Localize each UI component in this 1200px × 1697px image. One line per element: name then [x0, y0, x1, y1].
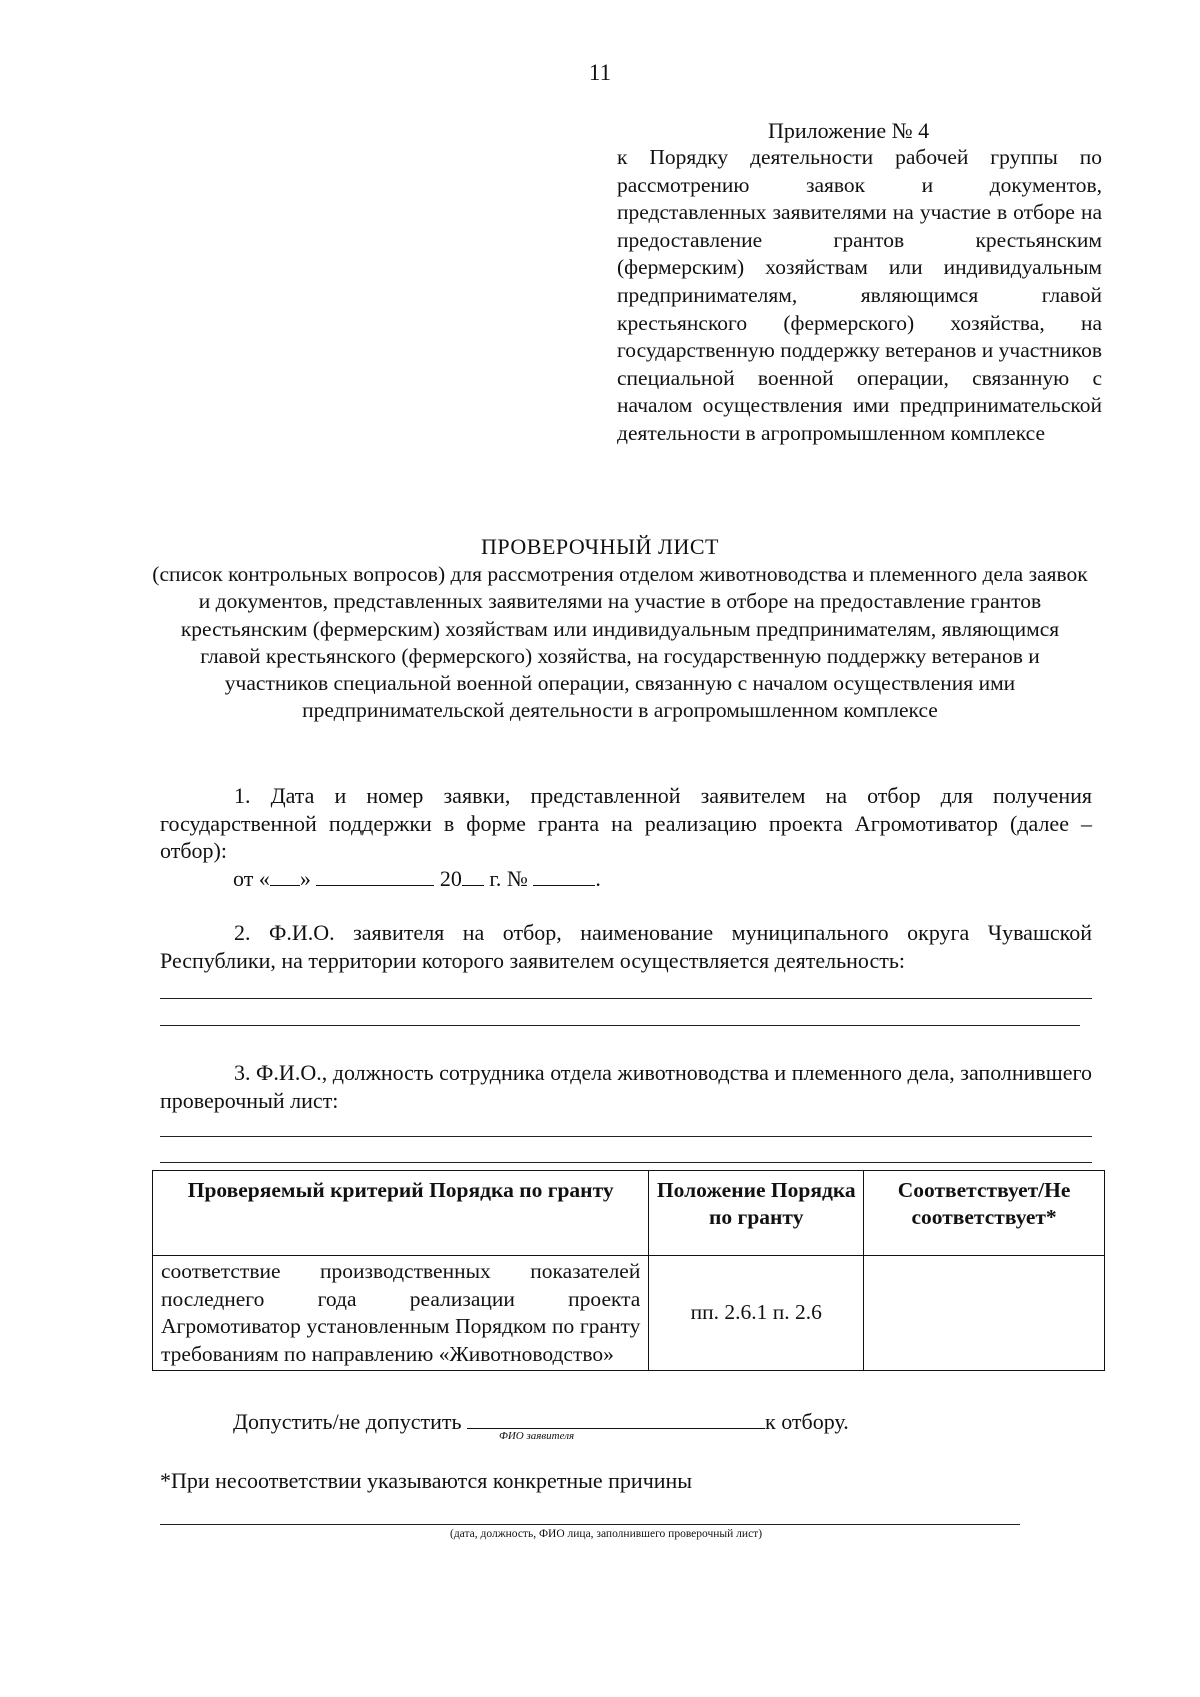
criteria-table: [152, 1170, 1105, 1371]
application-date-line: [233, 866, 601, 892]
table-row: [153, 1256, 1105, 1371]
date-prefix: от «: [233, 866, 270, 891]
header-compliance: Соответствует/Не соответствует*: [864, 1171, 1105, 1256]
appendix-title: Приложение № 4: [768, 118, 930, 143]
applicant-field-line-1[interactable]: [160, 998, 1092, 999]
page-number: 11: [588, 60, 612, 85]
year-prefix: 20: [439, 866, 462, 891]
date-close: »: [299, 866, 311, 891]
applicant-name-caption: ФИО заявителя: [499, 1430, 575, 1442]
item-1-text: 1. Дата и номер заявки, представленной заявителем на отбор для получения государственной поддержки в форме гранта на реализацию проекта Агромотиватор (далее – отбор):: [160, 783, 1092, 863]
day-field[interactable]: [270, 867, 300, 886]
item-2-text: 2. Ф.И.О. заявителя на отбор, наименование муниципального округа Чувашской Республики, на территории которого заявителем осуществляется деятельность:: [160, 920, 1092, 973]
header-criterion: Проверяемый критерий Порядка по гранту: [153, 1171, 649, 1256]
month-field[interactable]: [316, 867, 434, 886]
applicant-field-line-2[interactable]: [160, 1025, 1080, 1026]
decision-label: Допустить/не допустить: [233, 1409, 462, 1434]
divider-line: [160, 1162, 1092, 1163]
date-end: .: [595, 866, 601, 891]
decision-line: [233, 1408, 849, 1442]
applicant-name-field[interactable]: [467, 1408, 765, 1442]
decision-suffix: к отбору.: [765, 1409, 849, 1434]
criterion-cell: соответствие производственных показателей последнего года реализации проекта Агромотиватор установленным Порядком по гранту требованиям по направлению «Животноводство»: [153, 1256, 649, 1371]
header-provision: Положение Порядка по гранту: [649, 1171, 864, 1256]
item-3-text: 3. Ф.И.О., должность сотрудника отдела животноводства и племенного дела, заполнившего проверочный лист:: [160, 1060, 1092, 1113]
document-subtitle: (список контрольных вопросов) для рассмотрения отделом животноводства и племенного дела заявок и документов, представленных заявителями на участие в отборе на предоставление грантов крестьянским (фермерским) хозяйствам или индивидуальным предпринимателям, являющимся главой крестьянского (фермерского) хозяйства, на государственную поддержку ветеранов и участников специальной военной операции, связанную с началом осуществления ими предпринимательской деятельности в агропромышленном комплексе: [152, 562, 1088, 723]
year-field[interactable]: [462, 867, 484, 886]
compliance-cell[interactable]: [864, 1256, 1105, 1371]
signature-caption: (дата, должность, ФИО лица, заполнившего проверочный лист): [450, 1528, 763, 1540]
table-header-row: [153, 1171, 1105, 1256]
footnote: *При несоответствии указываются конкретные причины: [160, 1468, 693, 1493]
signature-line[interactable]: [160, 1524, 1020, 1525]
employee-field-line[interactable]: [160, 1136, 1092, 1137]
application-number-field[interactable]: [533, 867, 595, 886]
appendix-body: к Порядку деятельности рабочей группы по рассмотрению заявок и документов, представленных заявителями на участие в отборе на предоставление грантов крестьянским (фермерским) хозяйствам или индивидуальным предпринимателям, являющимся главой крестьянского (фермерского) хозяйства, на государственную поддержку ветеранов и участников специальной военной операции, связанную с началом осуществления ими предпринимательской деятельности в агропромышленном комплексе: [617, 145, 1102, 445]
provision-cell: пп. 2.6.1 п. 2.6: [649, 1256, 864, 1371]
document-title: ПРОВЕРОЧНЫЙ ЛИСТ: [481, 534, 719, 559]
year-suffix: г. №: [489, 866, 528, 891]
